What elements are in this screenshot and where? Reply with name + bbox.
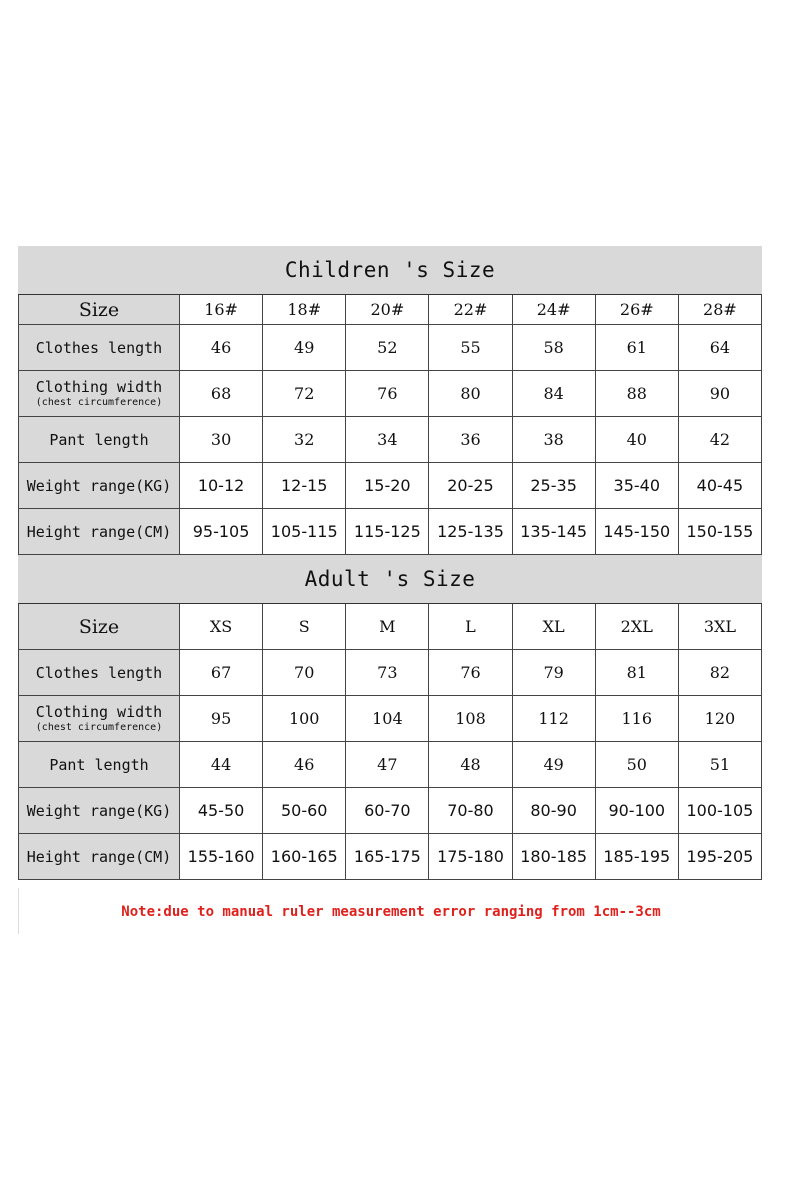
children-size-table — [18, 295, 762, 555]
size-cell: 24# — [512, 295, 595, 325]
table-cell: 15-20 — [346, 463, 429, 509]
table-cell: 55 — [429, 325, 512, 371]
table-cell: 175-180 — [429, 834, 512, 880]
size-label: Size — [19, 604, 180, 650]
table-cell: 46 — [263, 742, 346, 788]
table-cell: 70 — [263, 650, 346, 696]
size-cell: XS — [180, 604, 263, 650]
table-row — [19, 788, 762, 834]
adult-size-title: Adult 's Size — [18, 555, 762, 604]
size-cell: 28# — [678, 295, 761, 325]
table-row — [19, 650, 762, 696]
table-cell: 105-115 — [263, 509, 346, 555]
table-cell: 50-60 — [263, 788, 346, 834]
table-row — [19, 509, 762, 555]
table-row — [19, 295, 762, 325]
size-cell: 20# — [346, 295, 429, 325]
table-row — [19, 742, 762, 788]
children-size-title: Children 's Size — [18, 246, 762, 295]
table-cell: 116 — [595, 696, 678, 742]
table-cell: 45-50 — [180, 788, 263, 834]
row-label: Pant length — [19, 417, 180, 463]
table-cell: 72 — [263, 371, 346, 417]
size-cell: 26# — [595, 295, 678, 325]
table-cell: 145-150 — [595, 509, 678, 555]
table-cell: 79 — [512, 650, 595, 696]
table-cell: 95-105 — [180, 509, 263, 555]
table-cell: 155-160 — [180, 834, 263, 880]
table-cell: 135-145 — [512, 509, 595, 555]
table-cell: 36 — [429, 417, 512, 463]
size-cell: 3XL — [678, 604, 761, 650]
row-label: Height range(CM) — [19, 834, 180, 880]
table-row — [19, 325, 762, 371]
table-cell: 58 — [512, 325, 595, 371]
table-cell: 84 — [512, 371, 595, 417]
table-cell: 51 — [678, 742, 761, 788]
table-cell: 49 — [263, 325, 346, 371]
row-label-sub: (chest circumference) — [35, 721, 163, 733]
table-cell: 38 — [512, 417, 595, 463]
table-row — [19, 371, 762, 417]
table-cell: 35-40 — [595, 463, 678, 509]
table-cell: 67 — [180, 650, 263, 696]
table-cell: 10-12 — [180, 463, 263, 509]
table-cell: 195-205 — [678, 834, 761, 880]
table-cell: 125-135 — [429, 509, 512, 555]
table-cell: 73 — [346, 650, 429, 696]
row-label-main: Clothing width — [35, 377, 163, 396]
table-cell: 90-100 — [595, 788, 678, 834]
table-cell: 100 — [263, 696, 346, 742]
table-cell: 68 — [180, 371, 263, 417]
table-cell: 180-185 — [512, 834, 595, 880]
size-cell: 18# — [263, 295, 346, 325]
table-cell: 115-125 — [346, 509, 429, 555]
row-label: Clothes length — [19, 325, 180, 371]
table-cell: 80 — [429, 371, 512, 417]
row-label-main: Clothing width — [35, 702, 163, 721]
table-cell: 50 — [595, 742, 678, 788]
size-cell: 2XL — [595, 604, 678, 650]
table-cell: 112 — [512, 696, 595, 742]
table-cell: 81 — [595, 650, 678, 696]
table-cell: 165-175 — [346, 834, 429, 880]
row-label-sub: (chest circumference) — [35, 396, 163, 408]
table-cell: 80-90 — [512, 788, 595, 834]
table-cell: 100-105 — [678, 788, 761, 834]
size-label: Size — [19, 295, 180, 325]
table-cell: 25-35 — [512, 463, 595, 509]
table-cell: 48 — [429, 742, 512, 788]
table-row — [19, 696, 762, 742]
table-cell: 30 — [180, 417, 263, 463]
table-row — [19, 417, 762, 463]
table-cell: 95 — [180, 696, 263, 742]
size-cell: L — [429, 604, 512, 650]
table-cell: 108 — [429, 696, 512, 742]
row-label: Height range(CM) — [19, 509, 180, 555]
table-cell: 47 — [346, 742, 429, 788]
size-chart — [18, 246, 762, 880]
table-cell: 20-25 — [429, 463, 512, 509]
table-cell: 88 — [595, 371, 678, 417]
table-cell: 49 — [512, 742, 595, 788]
table-cell: 150-155 — [678, 509, 761, 555]
table-cell: 32 — [263, 417, 346, 463]
table-cell: 44 — [180, 742, 263, 788]
size-cell: XL — [512, 604, 595, 650]
table-cell: 40-45 — [678, 463, 761, 509]
table-cell: 82 — [678, 650, 761, 696]
table-cell: 64 — [678, 325, 761, 371]
table-row — [19, 463, 762, 509]
measurement-note: Note:due to manual ruler measurement error ranging from 1cm--3cm — [18, 888, 763, 934]
table-cell: 46 — [180, 325, 263, 371]
table-row — [19, 604, 762, 650]
table-cell: 160-165 — [263, 834, 346, 880]
table-cell: 52 — [346, 325, 429, 371]
table-cell: 42 — [678, 417, 761, 463]
table-row — [19, 834, 762, 880]
row-label: Pant length — [19, 742, 180, 788]
adult-size-table — [18, 604, 762, 880]
table-cell: 120 — [678, 696, 761, 742]
table-cell: 40 — [595, 417, 678, 463]
size-cell: M — [346, 604, 429, 650]
row-label: Clothes length — [19, 650, 180, 696]
row-label: Weight range(KG) — [19, 463, 180, 509]
table-cell: 90 — [678, 371, 761, 417]
row-label — [19, 696, 180, 742]
size-cell: 22# — [429, 295, 512, 325]
table-cell: 104 — [346, 696, 429, 742]
table-cell: 60-70 — [346, 788, 429, 834]
table-cell: 61 — [595, 325, 678, 371]
table-cell: 70-80 — [429, 788, 512, 834]
row-label: Weight range(KG) — [19, 788, 180, 834]
row-label — [19, 371, 180, 417]
table-cell: 76 — [429, 650, 512, 696]
table-cell: 185-195 — [595, 834, 678, 880]
table-cell: 12-15 — [263, 463, 346, 509]
table-cell: 76 — [346, 371, 429, 417]
table-cell: 34 — [346, 417, 429, 463]
size-cell: S — [263, 604, 346, 650]
size-cell: 16# — [180, 295, 263, 325]
